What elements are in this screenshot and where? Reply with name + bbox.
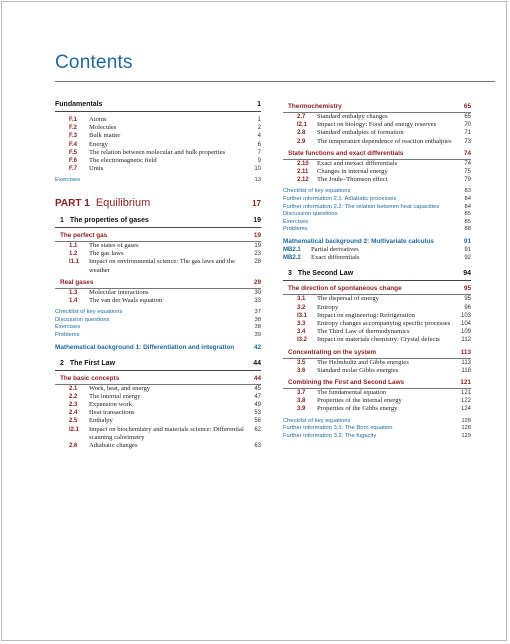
chapter-number: 1: [60, 217, 64, 225]
section-title: Real gases: [60, 278, 94, 286]
toc-entry[interactable]: [283, 113, 471, 121]
toc-entry[interactable]: [283, 359, 471, 367]
toc-entry[interactable]: [283, 254, 471, 262]
entry-number: 2.8: [297, 130, 306, 137]
math-background-title: Mathematical background 1: Differentiation and integration: [55, 343, 235, 351]
entry-page-number: 70: [464, 122, 471, 129]
entry-page-number: 6: [257, 141, 261, 148]
section-page-number: 121: [460, 379, 471, 387]
entry-page-number: 7: [257, 149, 261, 156]
section-title: The basic concepts: [60, 374, 120, 382]
entry-title: Enthalpy: [89, 417, 113, 425]
entry-number: F.2: [69, 125, 78, 132]
entry-number: 2.12: [297, 177, 309, 184]
entry-number: 3.8: [297, 398, 306, 405]
math-background-title: Mathematical background 2: Multivariate calculus: [283, 237, 434, 245]
entry-title: Bulk matter: [89, 132, 121, 140]
section-title: The direction of spontaneous change: [288, 285, 402, 293]
entry-title: Expansion work: [89, 401, 133, 409]
section-page-number: 95: [463, 285, 471, 293]
entry-number: F.1: [69, 117, 78, 123]
entry-page-number: 104: [460, 321, 471, 327]
entry-number: 2.2: [69, 393, 78, 400]
toc-entry[interactable]: [283, 405, 471, 413]
section-page-number: 74: [463, 149, 471, 157]
part-title: Equilibrium: [95, 197, 151, 210]
entry-number: I1.1: [69, 259, 80, 266]
entry-page-number: 109: [460, 329, 471, 336]
entry-page-number: 113: [461, 359, 471, 366]
entry-page-number: 47: [254, 393, 261, 400]
chapter-heading[interactable]: [283, 270, 471, 281]
left-column: [55, 101, 261, 450]
entry-page-number: 9: [257, 158, 261, 165]
extra-page-number: 129: [461, 432, 471, 439]
entry-page-number: 63: [254, 443, 261, 450]
entry-page-number: 30: [254, 289, 261, 296]
entry-page-number: 75: [464, 169, 471, 176]
part-page-number: 17: [252, 199, 261, 209]
toc-entry[interactable]: [55, 116, 261, 124]
entry-number: F.5: [69, 149, 78, 156]
entry-number: 2.6: [69, 443, 78, 450]
entry-title: Units: [89, 165, 104, 173]
extra-page-number: 85: [464, 218, 471, 225]
entry-title: Standard enthalpy changes: [317, 113, 388, 120]
entry-title: Molecular interactions: [89, 288, 149, 296]
entry-number: 3.7: [297, 390, 306, 397]
entry-number: I2.1: [69, 426, 80, 433]
chapter-page-number: 44: [253, 359, 261, 367]
entry-title: The fundamental equation: [317, 389, 387, 397]
extra-title: Exercises: [55, 177, 81, 184]
entry-title: Impact on biochemistry and materials science: Differential scanning calorimetry: [89, 425, 244, 441]
toc-entry[interactable]: [55, 141, 261, 149]
entry-page-number: 33: [254, 298, 261, 305]
chapter-title: The First Law: [69, 359, 116, 367]
extra-title: Further information 3.2: The fugacity: [283, 432, 377, 439]
entry-title: Impact on materials chemistry: Crystal defects: [317, 336, 440, 344]
entry-title: The Third Law of thermodynamics: [317, 328, 410, 336]
section-heading[interactable]: [55, 232, 261, 242]
entry-number: 1.2: [69, 251, 78, 258]
toc-extra-link[interactable]: [55, 317, 261, 325]
entry-number: I2.1: [297, 122, 308, 129]
entry-number: 3.4: [297, 329, 306, 336]
entry-number: 2.11: [297, 169, 309, 176]
entry-number: I3.1: [297, 312, 308, 319]
entry-title: The temperature dependence of reaction enthalpies: [317, 137, 452, 145]
entry-title: The Helmholtz and Gibbs energies: [317, 358, 409, 366]
entry-title: Molecules: [89, 124, 117, 132]
entry-page-number: 71: [464, 130, 471, 137]
spacer: [55, 185, 261, 197]
toc-entry[interactable]: [55, 250, 261, 258]
extra-page-number: 83: [464, 188, 471, 195]
entry-number: 2.9: [297, 138, 306, 145]
entry-page-number: 62: [254, 426, 261, 433]
entry-number: 1.3: [69, 289, 78, 296]
entry-title: Impact on biology: Food and energy reserves: [317, 121, 437, 129]
toc-entry[interactable]: [283, 176, 471, 184]
entry-title: Partial derivatives: [311, 245, 359, 253]
math-background-heading[interactable]: [283, 238, 471, 246]
toc-entry[interactable]: [55, 157, 261, 165]
entry-title: The van der Waals equation: [89, 297, 163, 305]
chapter-page-number: 19: [253, 217, 261, 225]
chapter-number: 3: [288, 270, 292, 278]
toc-extra-link[interactable]: [283, 219, 471, 227]
toc-entry[interactable]: [283, 397, 471, 405]
entry-title: The electromagnetic field: [89, 157, 157, 165]
toc-entry[interactable]: [283, 389, 471, 397]
extra-page-number: 13: [254, 177, 261, 184]
entry-title: Work, heat, and energy: [89, 384, 151, 392]
page-frame: [1, 1, 507, 641]
section-heading[interactable]: [283, 379, 471, 389]
section-heading[interactable]: [283, 285, 471, 295]
toc-entry[interactable]: [283, 295, 471, 303]
entry-number: 2.10: [297, 160, 309, 167]
toc-entry[interactable]: [55, 442, 261, 450]
toc-extra-link[interactable]: [283, 196, 471, 204]
entry-title: Entropy: [317, 303, 339, 311]
entry-page-number: 65: [464, 114, 471, 120]
toc-extra-link[interactable]: [283, 188, 471, 196]
toc-entry[interactable]: [55, 124, 261, 132]
toc-extra-link[interactable]: [55, 309, 261, 317]
section-heading[interactable]: [55, 279, 261, 289]
section-heading[interactable]: [55, 375, 261, 385]
entry-page-number: 56: [254, 418, 261, 425]
section-page-number: 44: [253, 374, 261, 382]
entry-number: 2.3: [69, 402, 78, 409]
section-heading[interactable]: [283, 349, 471, 359]
entry-title: Standard enthalpies of formation: [317, 129, 404, 137]
toc-entry[interactable]: [283, 336, 471, 344]
entry-number: F.6: [69, 158, 78, 165]
section-page-number: 113: [460, 348, 471, 356]
page-title: Contents: [55, 52, 133, 73]
entry-title: Entropy changes accompanying specific processes: [317, 320, 451, 327]
section-page-number: 19: [253, 232, 261, 240]
section-heading[interactable]: [283, 150, 471, 160]
toc-entry[interactable]: [283, 304, 471, 312]
entry-number: 2.1: [69, 385, 78, 392]
extra-page-number: 84: [464, 196, 471, 203]
entry-page-number: 53: [254, 410, 261, 417]
extra-title: Checklist of key equations: [55, 309, 123, 316]
extra-title: Further information 3.1: The Born equation: [283, 425, 393, 432]
section-title: Combining the First and Second Laws: [288, 379, 405, 387]
section-title: Thermochemistry: [288, 103, 342, 110]
extra-page-number: 84: [464, 203, 471, 210]
extra-title: Checklist of key equations: [283, 417, 351, 424]
toc-extra-link[interactable]: [55, 177, 261, 185]
toc-entry[interactable]: [55, 409, 261, 417]
entry-page-number: 73: [464, 138, 471, 145]
entry-number: 3.6: [297, 367, 306, 374]
toc-entry[interactable]: [55, 401, 261, 409]
entry-number: 3.2: [297, 304, 306, 311]
extra-page-number: 37: [254, 309, 261, 316]
entry-page-number: 45: [254, 385, 261, 392]
extra-title: Problems: [283, 226, 308, 233]
chapter-heading[interactable]: [55, 217, 261, 228]
toc-extra-link[interactable]: [283, 425, 471, 433]
entry-number: I3.2: [297, 337, 308, 344]
entry-number: 2.4: [69, 410, 78, 417]
entry-number: F.3: [69, 133, 78, 140]
toc-extra-link[interactable]: [55, 324, 261, 332]
entry-title: The relation between molecular and bulk properties: [89, 148, 226, 156]
extra-title: Exercises: [55, 324, 81, 331]
extra-page-number: 38: [254, 324, 261, 331]
toc-entry[interactable]: [55, 132, 261, 140]
entry-page-number: 10: [254, 166, 261, 173]
entry-page-number: 1: [257, 117, 261, 123]
extra-title: Further information 2.2: The relation between heat capacities: [283, 203, 440, 210]
entry-page-number: 19: [254, 243, 261, 250]
toc-entry[interactable]: [283, 312, 471, 320]
toc-entry[interactable]: [283, 138, 471, 146]
entry-title: The internal energy: [89, 392, 141, 400]
entry-title: Exact and inexact differentials: [317, 159, 398, 167]
chapter-page-number: 94: [463, 270, 471, 278]
toc-entry[interactable]: [283, 168, 471, 176]
toc-entry[interactable]: [283, 367, 471, 375]
entry-title: The states of gases: [89, 242, 139, 250]
toc-entry[interactable]: [283, 320, 471, 328]
entry-page-number: 121: [460, 390, 471, 397]
entry-page-number: 2: [257, 125, 261, 132]
math-background-heading[interactable]: [55, 344, 261, 352]
toc-extra-link[interactable]: [283, 226, 471, 234]
toc-entry[interactable]: [55, 426, 261, 442]
entry-page-number: 49: [254, 402, 261, 409]
entry-number: 1.1: [69, 243, 78, 250]
toc-entry[interactable]: [283, 328, 471, 336]
entry-page-number: 122: [460, 398, 471, 405]
entry-title: Impact on engineering: Refrigeration: [317, 311, 415, 319]
chapter-title: Fundamentals: [55, 101, 103, 108]
spacer: [55, 209, 261, 217]
toc-entry[interactable]: [55, 165, 261, 173]
entry-title: The Joule–Thomson effect: [317, 176, 388, 184]
entry-page-number: 23: [254, 251, 261, 258]
toc-entry[interactable]: [283, 129, 471, 137]
section-page-number: 65: [463, 103, 471, 110]
toc-entry[interactable]: [283, 121, 471, 129]
section-heading[interactable]: [283, 103, 471, 113]
entry-page-number: 124: [460, 406, 471, 413]
chapter-page-number: 1: [257, 101, 261, 108]
toc-entry[interactable]: [55, 297, 261, 305]
entry-page-number: 118: [461, 367, 471, 374]
entry-title: Properties of the Gibbs energy: [317, 405, 398, 413]
extra-page-number: 128: [461, 417, 471, 424]
entry-page-number: 4: [257, 133, 261, 140]
extra-page-number: 39: [254, 332, 261, 339]
toc-entry[interactable]: [55, 289, 261, 297]
entry-number: 2.5: [69, 418, 78, 425]
entry-title: Properties of the internal energy: [317, 397, 402, 405]
entry-title: Atoms: [89, 116, 107, 123]
extra-title: Exercises: [283, 218, 309, 225]
entry-number: MB2.1: [283, 246, 301, 253]
extra-title: Discussion questions: [283, 211, 338, 218]
right-column: [283, 103, 471, 440]
entry-number: 3.1: [297, 296, 306, 303]
spacer: [283, 262, 471, 270]
toc-entry[interactable]: [55, 393, 261, 401]
chapter-number: 2: [60, 359, 64, 367]
section-page-number: 29: [253, 278, 261, 286]
entry-number: 3.3: [297, 321, 306, 327]
entry-number: 2.7: [297, 114, 306, 120]
entry-page-number: 95: [464, 296, 471, 303]
extra-page-number: 128: [461, 425, 471, 432]
toc-entry[interactable]: [55, 242, 261, 250]
chapter-title: The Second Law: [297, 270, 354, 278]
toc-entry[interactable]: [55, 385, 261, 393]
chapter-title: The properties of gases: [69, 217, 149, 225]
math-background-page-number: 42: [253, 343, 261, 351]
entry-page-number: 79: [464, 177, 471, 184]
entry-title: Exact differentials: [311, 254, 360, 262]
extra-title: Discussion questions: [55, 316, 110, 323]
math-background-page-number: 91: [463, 237, 471, 245]
entry-title: The dispersal of energy: [317, 295, 379, 303]
entry-page-number: 92: [464, 255, 471, 262]
toc-extra-link[interactable]: [283, 433, 471, 441]
entry-page-number: 96: [464, 304, 471, 311]
section-title: The perfect gas: [60, 232, 108, 240]
entry-number: MB2.2: [283, 255, 301, 262]
chapter-heading[interactable]: [55, 360, 261, 371]
toc-extra-link[interactable]: [283, 211, 471, 219]
entry-number: 3.9: [297, 406, 306, 413]
entry-title: Impact on environmental science: The gas laws and the weather: [89, 258, 235, 274]
entry-title: Energy: [89, 140, 108, 148]
entry-number: 1.4: [69, 298, 78, 305]
extra-page-number: 85: [464, 211, 471, 218]
toc-entry[interactable]: [283, 246, 471, 254]
toc-entry[interactable]: [55, 149, 261, 157]
title-rule: [55, 81, 495, 82]
extra-title: Further information 2.1: Adiabatic processes: [283, 196, 397, 203]
entry-number: F.7: [69, 166, 78, 173]
section-title: State functions and exact differentials: [288, 149, 404, 157]
entry-page-number: 91: [464, 246, 471, 253]
entry-title: Heat transactions: [89, 409, 135, 417]
toc-extra-link[interactable]: [55, 332, 261, 340]
entry-page-number: 28: [254, 259, 261, 266]
entry-title: Changes in internal energy: [317, 168, 388, 176]
part-heading[interactable]: [55, 197, 261, 209]
toc-extra-link[interactable]: [283, 418, 471, 426]
entry-page-number: 103: [460, 312, 471, 319]
entry-number: 3.5: [297, 359, 306, 366]
spacer: [55, 352, 261, 360]
section-title: Concentrating on the system: [288, 348, 377, 356]
toc-entry[interactable]: [55, 417, 261, 425]
entry-title: The gas laws: [89, 250, 124, 258]
entry-title: Adiabatic changes: [89, 442, 138, 450]
entry-page-number: 74: [464, 160, 471, 167]
entry-title: Standard molar Gibbs energies: [317, 366, 399, 374]
extra-page-number: 88: [464, 226, 471, 233]
extra-page-number: 38: [254, 316, 261, 323]
entry-page-number: 112: [461, 337, 471, 344]
extra-title: Problems: [55, 332, 80, 339]
toc-entry[interactable]: [283, 160, 471, 168]
toc-extra-link[interactable]: [283, 204, 471, 212]
part-label: PART 1: [55, 198, 90, 210]
entry-number: F.4: [69, 141, 78, 148]
toc-entry[interactable]: [55, 258, 261, 274]
extra-title: Checklist of key equations: [283, 188, 351, 195]
chapter-heading[interactable]: [55, 101, 261, 112]
